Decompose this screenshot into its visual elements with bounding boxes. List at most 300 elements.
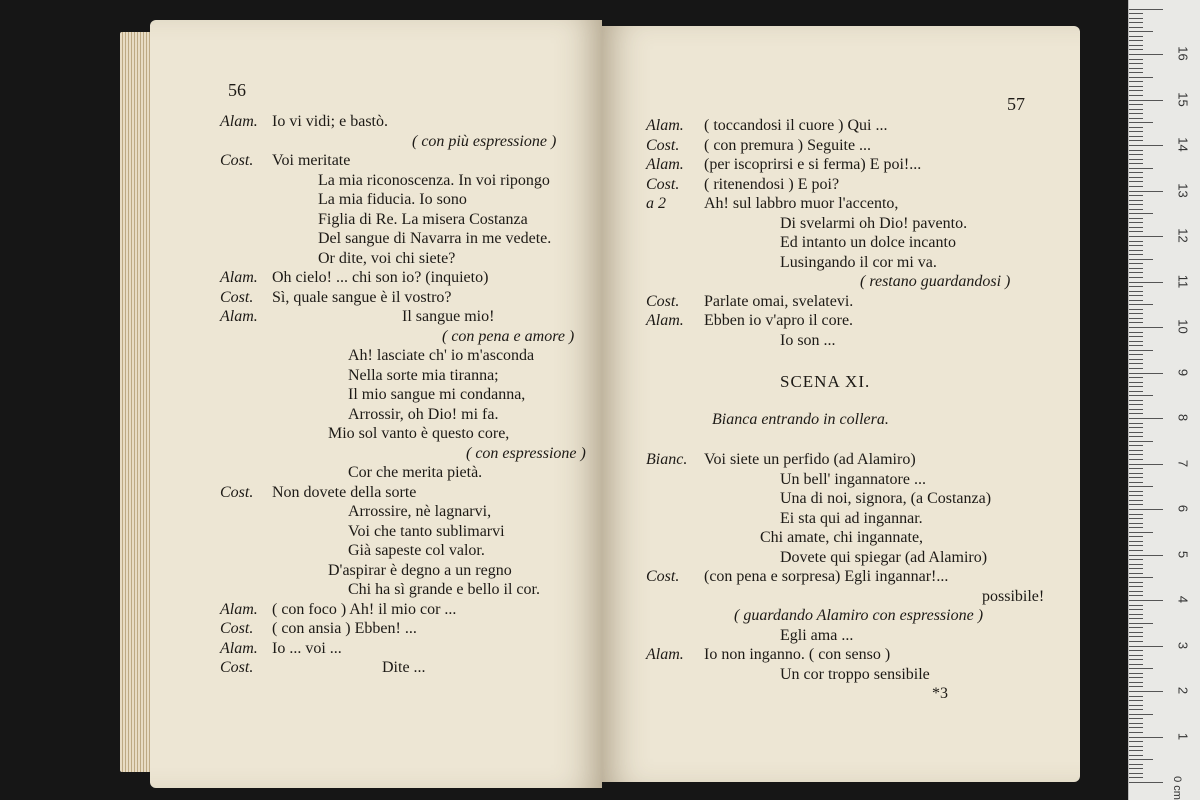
text-line bbox=[646, 548, 987, 567]
verse-text: ( con foco ) Ah! il mio cor ... bbox=[272, 600, 457, 618]
ruler-tick bbox=[1129, 90, 1143, 91]
verse-text: Mio sol vanto è questo core, bbox=[328, 425, 510, 442]
ruler-tick bbox=[1129, 272, 1143, 273]
ruler-tick bbox=[1129, 245, 1143, 246]
ruler-tick bbox=[1129, 332, 1143, 333]
ruler-tick bbox=[1129, 595, 1143, 596]
verse-text: Voi meritate bbox=[272, 152, 351, 169]
ruler-tick bbox=[1129, 486, 1153, 487]
ruler-tick bbox=[1129, 222, 1143, 223]
ruler-tick bbox=[1129, 691, 1163, 692]
ruler-tick bbox=[1129, 81, 1143, 82]
verse-text: Voi siete un perfido (ad Alamiro) bbox=[704, 451, 916, 468]
verse-text: Ah! sul labbro muor l'accento, bbox=[704, 195, 899, 212]
ruler-tick bbox=[1129, 304, 1153, 305]
text-line bbox=[220, 502, 491, 521]
ruler-tick bbox=[1129, 482, 1143, 483]
verse-text: Ed intanto un dolce incanto bbox=[780, 234, 956, 251]
verse-text: Un bell' ingannatore ... bbox=[780, 470, 926, 488]
ruler-tick bbox=[1129, 241, 1143, 242]
ruler-tick bbox=[1129, 732, 1143, 733]
ruler-tick bbox=[1129, 677, 1143, 678]
ruler-tick bbox=[1129, 140, 1143, 141]
ruler-tick bbox=[1129, 40, 1143, 41]
ruler-tick bbox=[1129, 86, 1143, 87]
ruler-tick bbox=[1129, 373, 1163, 374]
ruler-tick bbox=[1129, 491, 1143, 492]
text-line bbox=[646, 331, 836, 350]
text-line bbox=[220, 385, 525, 404]
ruler-tick bbox=[1129, 295, 1143, 296]
ruler-tick bbox=[1129, 709, 1143, 710]
ruler-tick bbox=[1129, 459, 1143, 460]
ruler-unit: 0 cm bbox=[1170, 776, 1183, 800]
ruler-tick bbox=[1129, 363, 1143, 364]
ruler-number: 2 bbox=[1175, 686, 1191, 695]
verse-text: Ebben io v'apro il core. bbox=[704, 312, 854, 329]
ruler-number: 4 bbox=[1175, 595, 1191, 604]
scene-direction: Bianca entrando in collera. bbox=[712, 411, 889, 428]
text-line bbox=[220, 580, 540, 599]
ruler-tick bbox=[1129, 336, 1143, 337]
ruler-number: 10 bbox=[1175, 319, 1191, 334]
ruler-tick bbox=[1129, 454, 1143, 455]
ruler-number: 1 bbox=[1175, 732, 1191, 740]
speaker-label: Bianc. bbox=[646, 451, 688, 468]
ruler-tick bbox=[1129, 95, 1143, 96]
speaker-label: Cost. bbox=[220, 288, 254, 306]
ruler-tick bbox=[1129, 737, 1163, 738]
ruler-tick bbox=[1129, 154, 1143, 155]
ruler-tick bbox=[1129, 627, 1143, 628]
ruler-tick bbox=[1129, 77, 1153, 78]
verse-text: Egli ama ... bbox=[780, 626, 854, 644]
ruler-tick bbox=[1129, 623, 1153, 624]
ruler-tick bbox=[1129, 68, 1143, 69]
ruler-number: 7 bbox=[1175, 459, 1191, 467]
verse-text: (con pena e sorpresa) Egli ingannar!... bbox=[704, 568, 949, 585]
ruler-tick bbox=[1129, 204, 1143, 205]
ruler-tick bbox=[1129, 31, 1153, 32]
text-line bbox=[220, 249, 455, 268]
verse-text: Arrossir, oh Dio! mi fa. bbox=[348, 405, 499, 423]
ruler-tick bbox=[1129, 400, 1143, 401]
ruler-tick bbox=[1129, 718, 1143, 719]
ruler-tick bbox=[1129, 377, 1143, 378]
ruler-tick bbox=[1129, 395, 1153, 396]
ruler-tick bbox=[1129, 109, 1143, 110]
ruler-tick bbox=[1129, 159, 1143, 160]
ruler-tick bbox=[1129, 227, 1143, 228]
text-line bbox=[646, 509, 923, 528]
verse-text: Nella sorte mia tiranna; bbox=[348, 366, 499, 384]
ruler-number: 5 bbox=[1175, 550, 1191, 558]
open-book bbox=[120, 12, 1080, 788]
ruler-tick bbox=[1129, 641, 1143, 642]
ruler-tick bbox=[1129, 404, 1143, 405]
ruler-tick bbox=[1129, 541, 1143, 542]
verse-text: ( con ansia ) Ebben! ... bbox=[272, 620, 417, 637]
ruler-tick bbox=[1129, 564, 1143, 565]
speaker-label: Cost. bbox=[646, 568, 680, 585]
ruler-tick bbox=[1129, 268, 1143, 269]
text-line bbox=[646, 606, 983, 625]
verse-text: possibile! bbox=[982, 587, 1045, 605]
speaker-label: Cost. bbox=[220, 620, 254, 637]
ruler-number: 14 bbox=[1175, 137, 1191, 152]
ruler-tick bbox=[1129, 300, 1143, 301]
ruler-tick bbox=[1129, 277, 1143, 278]
ruler-tick bbox=[1129, 495, 1143, 496]
ruler-tick bbox=[1129, 231, 1143, 232]
ruler-tick bbox=[1129, 686, 1143, 687]
ruler-tick bbox=[1129, 18, 1143, 19]
text-line bbox=[646, 470, 926, 489]
speaker-label: Alam. bbox=[220, 639, 258, 657]
text-line bbox=[220, 307, 494, 326]
verse-text: ( con più espressione ) bbox=[412, 132, 557, 150]
verse-text: Dovete qui spiegar (ad Alamiro) bbox=[780, 548, 988, 566]
ruler-tick bbox=[1129, 591, 1143, 592]
text-line bbox=[646, 194, 898, 213]
verse-text: D'aspirar è degno a un regno bbox=[328, 561, 512, 579]
ruler-tick bbox=[1129, 368, 1143, 369]
text-line bbox=[646, 155, 921, 174]
ruler-tick bbox=[1129, 63, 1143, 64]
text-line bbox=[646, 136, 871, 155]
ruler-number: 6 bbox=[1175, 504, 1191, 513]
ruler-tick bbox=[1129, 586, 1143, 587]
text-line bbox=[646, 311, 853, 330]
ruler-tick bbox=[1129, 432, 1143, 433]
ruler-tick bbox=[1129, 468, 1143, 469]
ruler-tick bbox=[1129, 527, 1143, 528]
ruler-tick bbox=[1129, 568, 1143, 569]
ruler-tick bbox=[1129, 213, 1153, 214]
ruler-tick bbox=[1129, 350, 1153, 351]
ruler-tick bbox=[1129, 359, 1143, 360]
verse-text: Io non inganno. ( con senso ) bbox=[704, 646, 891, 663]
ruler-tick bbox=[1129, 682, 1143, 683]
ruler-tick bbox=[1129, 263, 1143, 264]
ruler-tick bbox=[1129, 236, 1163, 237]
ruler-tick bbox=[1129, 118, 1143, 119]
ruler-tick bbox=[1129, 773, 1143, 774]
text-line bbox=[220, 483, 416, 502]
ruler-tick bbox=[1129, 614, 1143, 615]
ruler-tick bbox=[1129, 477, 1143, 478]
verse-text: La mia fiducia. Io sono bbox=[318, 191, 467, 208]
ruler-tick bbox=[1129, 514, 1143, 515]
text-line bbox=[220, 171, 550, 190]
scene-title: SCENA XI. bbox=[780, 372, 871, 391]
text-line bbox=[220, 600, 456, 619]
speaker-label: Cost. bbox=[220, 659, 254, 676]
ruler-tick bbox=[1129, 646, 1163, 647]
ruler-tick bbox=[1129, 345, 1143, 346]
ruler-tick bbox=[1129, 550, 1143, 551]
ruler-tick bbox=[1129, 45, 1143, 46]
ruler-tick bbox=[1129, 473, 1143, 474]
verse-text: Arrossire, nè lagnarvi, bbox=[348, 503, 492, 520]
ruler-tick bbox=[1129, 450, 1143, 451]
verse-text: Parlate omai, svelatevi. bbox=[704, 292, 854, 310]
text-line bbox=[220, 405, 498, 424]
ruler-tick bbox=[1129, 764, 1143, 765]
ruler-tick bbox=[1129, 354, 1143, 355]
ruler-tick bbox=[1129, 168, 1153, 169]
verse-text: Or dite, voi chi siete? bbox=[318, 249, 456, 267]
ruler-tick bbox=[1129, 54, 1163, 55]
ruler-tick bbox=[1129, 127, 1143, 128]
page-number-right: 57 bbox=[1007, 94, 1025, 114]
ruler-tick bbox=[1129, 509, 1163, 510]
ruler-tick bbox=[1129, 559, 1143, 560]
text-line bbox=[220, 112, 388, 131]
text-line bbox=[646, 587, 1044, 606]
verse-text: Una di noi, signora, (a Costanza) bbox=[780, 490, 992, 507]
speaker-label: Alam. bbox=[220, 269, 258, 286]
ruler-tick bbox=[1129, 600, 1163, 601]
ruler-tick bbox=[1129, 286, 1143, 287]
ruler-tick bbox=[1129, 322, 1143, 323]
text-line bbox=[220, 132, 556, 151]
ruler-tick bbox=[1129, 782, 1163, 783]
ruler-tick bbox=[1129, 741, 1143, 742]
ruler-tick bbox=[1129, 768, 1143, 769]
text-line bbox=[646, 233, 956, 252]
ruler-tick bbox=[1129, 27, 1143, 28]
verse-text: Ah! lasciate ch' io m'asconda bbox=[348, 347, 535, 364]
ruler-tick bbox=[1129, 746, 1143, 747]
ruler-tick bbox=[1129, 759, 1153, 760]
speaker-label: Alam. bbox=[646, 646, 684, 663]
ruler-tick bbox=[1129, 464, 1163, 465]
ruler-tick bbox=[1129, 582, 1143, 583]
verse-text: Voi che tanto sublimarvi bbox=[348, 522, 505, 540]
ruler-tick bbox=[1129, 777, 1143, 778]
verse-text: ( con premura ) Seguite ... bbox=[704, 136, 872, 154]
speaker-label: Alam. bbox=[220, 308, 258, 325]
text-line bbox=[646, 116, 888, 135]
verse-text: Io ... voi ... bbox=[272, 639, 342, 657]
ruler-number: 16 bbox=[1175, 46, 1191, 61]
ruler-tick bbox=[1129, 122, 1153, 123]
text-line bbox=[220, 346, 534, 365]
text-line bbox=[220, 210, 528, 229]
ruler-tick bbox=[1129, 200, 1143, 201]
verse-text: Ei sta qui ad ingannar. bbox=[780, 509, 923, 527]
ruler-tick bbox=[1129, 195, 1143, 196]
ruler-tick bbox=[1129, 409, 1143, 410]
text-line bbox=[646, 292, 853, 311]
verse-text: ( ritenendosi ) E poi? bbox=[704, 175, 840, 193]
ruler-tick bbox=[1129, 441, 1153, 442]
text-line bbox=[646, 528, 923, 547]
ruler-tick bbox=[1129, 104, 1143, 105]
ruler-tick bbox=[1129, 632, 1143, 633]
text-line bbox=[220, 619, 417, 638]
text-line bbox=[646, 626, 853, 645]
ruler-tick bbox=[1129, 391, 1143, 392]
ruler-tick bbox=[1129, 664, 1143, 665]
ruler-tick bbox=[1129, 382, 1143, 383]
ruler-tick bbox=[1129, 250, 1143, 251]
ruler-tick bbox=[1129, 418, 1163, 419]
text-line bbox=[220, 327, 574, 346]
text-line bbox=[220, 151, 350, 170]
ruler-tick bbox=[1129, 309, 1143, 310]
ruler-tick bbox=[1129, 36, 1143, 37]
speaker-label: a 2 bbox=[646, 195, 666, 212]
ruler-tick bbox=[1129, 318, 1143, 319]
speaker-label: Cost. bbox=[646, 175, 680, 193]
text-line bbox=[646, 665, 930, 684]
ruler-tick bbox=[1129, 636, 1143, 637]
ruler-tick bbox=[1129, 427, 1143, 428]
ruler-tick bbox=[1129, 254, 1143, 255]
ruler-tick bbox=[1129, 341, 1143, 342]
verse-text: ( con pena e amore ) bbox=[442, 327, 575, 345]
ruler-tick bbox=[1129, 555, 1163, 556]
signature-mark: *3 bbox=[932, 685, 948, 702]
ruler-tick bbox=[1129, 327, 1163, 328]
ruler-tick bbox=[1129, 259, 1153, 260]
ruler-number: 15 bbox=[1175, 91, 1191, 107]
verse-text: Cor che merita pietà. bbox=[348, 464, 483, 481]
text-line bbox=[646, 450, 916, 469]
ruler-tick bbox=[1129, 181, 1143, 182]
ruler-tick bbox=[1129, 668, 1153, 669]
ruler-tick bbox=[1129, 605, 1143, 606]
verse-text: Il mio sangue mi condanna, bbox=[348, 386, 526, 403]
ruler-tick bbox=[1129, 696, 1143, 697]
speaker-label: Cost. bbox=[646, 292, 680, 310]
verse-text: ( guardando Alamiro con espressione ) bbox=[734, 607, 984, 624]
verse-text: Io vi vidi; e bastò. bbox=[272, 113, 388, 130]
verse-text: Già sapeste col valor. bbox=[348, 542, 485, 559]
ruler-tick bbox=[1129, 13, 1143, 14]
verse-text: Sì, quale sangue è il vostro? bbox=[272, 288, 452, 306]
text-line bbox=[220, 190, 467, 209]
verse-text: Figlia di Re. La misera Costanza bbox=[318, 210, 528, 228]
ruler-tick bbox=[1129, 700, 1143, 701]
ruler-tick bbox=[1129, 750, 1143, 751]
ruler-tick bbox=[1129, 673, 1143, 674]
ruler-tick bbox=[1129, 9, 1163, 10]
verse-text: ( con espressione ) bbox=[466, 444, 586, 462]
text-line bbox=[646, 253, 937, 272]
ruler-tick bbox=[1129, 186, 1143, 187]
ruler-tick bbox=[1129, 655, 1143, 656]
ruler-tick bbox=[1129, 705, 1143, 706]
verse-text: ( restano guardandosi ) bbox=[860, 273, 1011, 290]
text-line bbox=[220, 522, 505, 541]
left-page bbox=[150, 20, 602, 788]
ruler-number: 9 bbox=[1175, 368, 1191, 376]
ruler-tick bbox=[1129, 504, 1143, 505]
text-line bbox=[646, 214, 967, 233]
text-line bbox=[220, 444, 586, 463]
verse-text: Un cor troppo sensibile bbox=[780, 665, 930, 683]
text-line bbox=[646, 175, 839, 194]
ruler-tick bbox=[1129, 72, 1143, 73]
speaker-label: Cost. bbox=[220, 152, 254, 169]
ruler-number: 13 bbox=[1175, 182, 1191, 198]
verse-text: Del sangue di Navarra in me vedete. bbox=[318, 230, 552, 247]
text-line bbox=[220, 561, 512, 580]
ruler-number: 3 bbox=[1175, 641, 1191, 649]
speaker-label: Cost. bbox=[220, 483, 254, 501]
ruler-tick bbox=[1129, 150, 1143, 151]
page-number-left: 56 bbox=[228, 80, 246, 100]
speaker-label: Alam. bbox=[646, 117, 684, 134]
ruler-tick bbox=[1129, 172, 1143, 173]
text-line bbox=[220, 229, 551, 248]
ruler-number: 12 bbox=[1175, 228, 1191, 243]
ruler-tick bbox=[1129, 145, 1163, 146]
ruler-tick bbox=[1129, 209, 1143, 210]
text-line bbox=[646, 645, 890, 664]
verse-text: Io son ... bbox=[780, 331, 836, 349]
ruler-tick bbox=[1129, 727, 1143, 728]
verse-text: Il sangue mio! bbox=[402, 308, 495, 325]
speaker-label: Alam. bbox=[646, 312, 684, 329]
ruler-tick bbox=[1129, 518, 1143, 519]
verse-text: (per iscoprirsi e si ferma) E poi!... bbox=[704, 156, 922, 173]
text-line bbox=[220, 366, 499, 385]
verse-text: Oh cielo! ... chi son io? (inquieto) bbox=[272, 269, 489, 286]
text-line bbox=[646, 272, 1010, 291]
ruler-tick bbox=[1129, 191, 1163, 192]
ruler-tick bbox=[1129, 22, 1143, 23]
text-line bbox=[220, 288, 452, 307]
ruler-tick bbox=[1129, 413, 1143, 414]
speaker-label: Alam. bbox=[646, 156, 684, 173]
ruler-tick bbox=[1129, 59, 1143, 60]
ruler-tick bbox=[1129, 532, 1153, 533]
verse-text: Chi amate, chi ingannate, bbox=[760, 529, 924, 546]
ruler-number: 8 bbox=[1175, 413, 1191, 422]
speaker-label: Cost. bbox=[646, 136, 680, 154]
ruler-tick bbox=[1129, 136, 1143, 137]
ruler-tick bbox=[1129, 282, 1163, 283]
text-line bbox=[220, 639, 342, 658]
ruler-tick bbox=[1129, 445, 1143, 446]
ruler-tick bbox=[1129, 659, 1143, 660]
ruler-tick bbox=[1129, 386, 1143, 387]
ruler-tick bbox=[1129, 313, 1143, 314]
verse-text: Non dovete della sorte bbox=[272, 483, 417, 501]
verse-text: Chi ha sì grande e bello il cor. bbox=[348, 581, 540, 598]
ruler-tick bbox=[1129, 163, 1143, 164]
text-line bbox=[220, 268, 488, 287]
verse-text: ( toccandosi il cuore ) Qui ... bbox=[704, 117, 888, 134]
ruler-tick bbox=[1129, 714, 1153, 715]
ruler-tick bbox=[1129, 573, 1143, 574]
ruler-tick bbox=[1129, 609, 1143, 610]
ruler-tick bbox=[1129, 113, 1143, 114]
verse-text: La mia riconoscenza. In voi ripongo bbox=[318, 171, 550, 189]
text-line bbox=[646, 567, 948, 586]
text-line bbox=[220, 463, 482, 482]
verse-text: Dite ... bbox=[382, 659, 426, 676]
ruler-tick bbox=[1129, 536, 1143, 537]
ruler-tick bbox=[1129, 436, 1143, 437]
ruler-tick bbox=[1129, 523, 1143, 524]
ruler-tick bbox=[1129, 131, 1143, 132]
ruler-tick bbox=[1129, 177, 1143, 178]
